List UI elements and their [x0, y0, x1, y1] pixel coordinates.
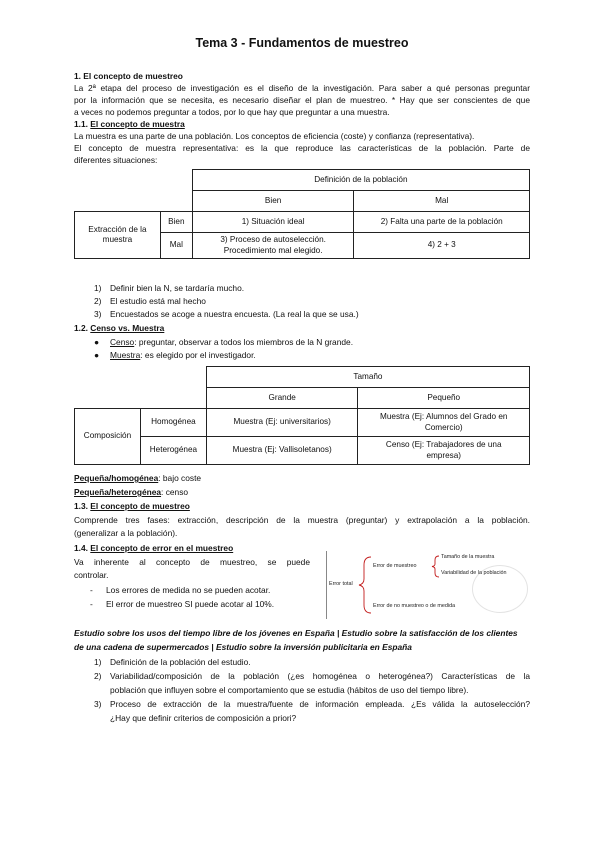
table-1-col-bien: Bien	[192, 191, 354, 212]
list-2-item-2-line-2: población que influyen sobre el comportamiento que se estudia (hábitos de uso del tiempo libre).	[110, 685, 469, 695]
table-2-row-label: Composición	[75, 409, 141, 465]
table-1-col-mal: Mal	[354, 191, 530, 212]
error-bullet-2	[90, 599, 275, 611]
censo-definition: : preguntar, observar a todos los miembros de la N grande.	[134, 337, 354, 347]
note-pequena-heterogenea	[74, 487, 188, 499]
note-1-term: Pequeña/homogénea	[74, 473, 159, 483]
section-1-heading: 1. El concepto de muestreo	[74, 71, 183, 81]
section-1-4-title: El concepto de error en el muestreo	[90, 543, 234, 553]
section-1-paragraph-line-2: por la información que se necesita, es necesario diseñar el plan de muestreo. * Hay que ser conscientes de que	[74, 95, 530, 105]
table-1-row-label-line-1: Extracción de la	[88, 224, 147, 234]
note-1-text: : bajo coste	[158, 473, 202, 483]
bullet-dot-icon: ●	[94, 350, 100, 360]
section-1-2-number: 1.2.	[74, 323, 91, 333]
list-1-item-3-text: Encuestados se acoge a nuestra encuesta. (La real la que se usa.)	[110, 309, 359, 319]
bullet-censo	[94, 337, 354, 349]
list-1-item-2-text: El estudio está mal hecho	[110, 296, 206, 306]
table-2-row-homogenea: Homogénea	[140, 409, 206, 437]
section-1-1-line-3: diferentes situaciones:	[74, 155, 158, 165]
table-1-header: Definición de la población	[192, 170, 529, 191]
table-2-cell-homogenea-grande: Muestra (Ej: universitarios)	[206, 409, 358, 437]
studies-line-2: de una cadena de supermercados | Estudio sobre la inversión publicitaria en España	[74, 642, 412, 652]
list-2-item-3	[94, 699, 530, 711]
table-1-cell-mal-bien	[192, 233, 354, 259]
section-1-4-number: 1.4.	[74, 543, 91, 553]
list-1-item-2-number: 2)	[94, 296, 102, 306]
section-1-1-line-2: El concepto de muestra representativa: es la que reproduce las características de la población. Parte de	[74, 143, 530, 153]
censo-term: Censo	[110, 337, 135, 347]
note-2-term: Pequeña/heterogénea	[74, 487, 162, 497]
section-1-3-heading	[74, 501, 190, 513]
list-1-item-3	[94, 309, 359, 321]
diagram-variabilidad-poblacion: Variabilidad de la población	[441, 570, 507, 576]
note-pequena-homogenea	[74, 473, 201, 485]
error-bullet-1	[90, 585, 271, 597]
list-2-item-1	[94, 657, 251, 669]
table-1-cell-bien-bien: 1) Situación ideal	[192, 212, 354, 233]
table-1-row-label	[75, 212, 161, 259]
table-1-cell-mal-mal: 4) 2 + 3	[354, 233, 530, 259]
list-2-item-1-number: 1)	[94, 657, 102, 667]
section-1-1-line-1: La muestra es una parte de una población. Los conceptos de eficiencia (coste) y confianza (representativa).	[74, 131, 475, 141]
table-1-row-label-line-2: muestra	[102, 235, 133, 244]
table-2-cell-heterogenea-grande: Muestra (Ej: Vallisoletanos)	[206, 437, 358, 465]
table-2-col-grande: Grande	[206, 388, 358, 409]
section-1-4-line-2: controlar.	[74, 570, 109, 580]
table-1-row-bien: Bien	[160, 212, 192, 233]
section-1-2-title: Censo vs. Muestra	[90, 323, 165, 333]
list-1-item-1-text: Definir bien la N, se tardaría mucho.	[110, 283, 245, 293]
table-2-row-heterogenea: Heterogénea	[140, 437, 206, 465]
table-1-cell-bien-mal: 2) Falta una parte de la población	[354, 212, 530, 233]
section-1-4-line-1: Va inherente al concepto de muestreo, se puede	[74, 557, 310, 567]
bullet-dot-icon: ●	[94, 337, 100, 347]
section-1-4-heading	[74, 543, 233, 555]
section-1-paragraph-line-1: La 2ª etapa del proceso de investigación es el diseño de la investigación. Para saber a qué personas preguntar	[74, 83, 530, 93]
section-1-1-number: 1.1.	[74, 119, 91, 129]
list-1-item-1	[94, 283, 245, 295]
list-2-item-3-number: 3)	[94, 699, 102, 709]
diagram-error-muestreo: Error de muestreo	[373, 563, 417, 569]
table-2-cell-heterogenea-pequeno-line-2: empresa)	[426, 450, 462, 460]
table-1-row-mal: Mal	[160, 233, 192, 259]
list-1-item-1-number: 1)	[94, 283, 102, 293]
dash-icon: -	[90, 599, 93, 609]
diagram-tamano-muestra: Tamaño de la muestra	[441, 554, 495, 560]
table-2-cell-heterogenea-pequeno	[358, 437, 530, 465]
diagram-error-total: Error total	[329, 581, 353, 587]
section-1-3-number: 1.3.	[74, 501, 91, 511]
composition-table	[74, 366, 530, 465]
error-diagram	[326, 551, 532, 619]
section-1-1-title: El concepto de muestra	[90, 119, 185, 129]
note-2-text: : censo	[161, 487, 189, 497]
table-2-cell-homogenea-pequeno	[358, 409, 530, 437]
diagram-error-medida: Error de no muestreo o de medida	[373, 603, 456, 609]
table-2-header: Tamaño	[206, 367, 529, 388]
section-1-3-line-1: Comprende tres fases: extracción, descripción de la muestra (preguntar) y extrapolación a la población.	[74, 515, 530, 525]
list-2-item-3-line-2: ¿Hay que definir criterios de composición a priori?	[110, 713, 297, 723]
list-2-item-1-text: Definición de la población del estudio.	[110, 657, 251, 667]
table-2-cell-homogenea-pequeno-line-1: Muestra (Ej: Alumnos del Grado en	[380, 412, 508, 421]
section-1-paragraph-line-3: a veces no podemos preguntar a todos, por lo que hay que preguntar a una muestra.	[74, 107, 390, 117]
table-2-cell-heterogenea-pequeno-line-1: Censo (Ej: Trabajadores de una	[385, 440, 502, 449]
bullet-muestra	[94, 350, 256, 362]
error-bullet-1-text: Los errores de medida no se pueden acotar.	[106, 585, 271, 595]
list-2-item-2-number: 2)	[94, 671, 102, 681]
dash-icon: -	[90, 585, 93, 595]
section-1-3-title: El concepto de muestreo	[90, 501, 190, 511]
table-2-col-pequeno: Pequeño	[358, 388, 530, 409]
muestra-definition: : es elegido por el investigador.	[140, 350, 256, 360]
section-1-3-line-2: (generalizar a la población).	[74, 528, 178, 538]
page-title: Tema 3 - Fundamentos de muestreo	[195, 36, 409, 50]
table-1-cell-mal-bien-line-1: 3) Proceso de autoselección.	[220, 235, 326, 244]
table-1-cell-mal-bien-line-2: Procedimiento mal elegido.	[223, 245, 323, 255]
list-2-item-2	[94, 671, 530, 683]
list-1-item-2	[94, 296, 206, 308]
table-2-cell-homogenea-pequeno-line-2: Comercio)	[424, 422, 463, 432]
muestra-term: Muestra	[110, 350, 141, 360]
error-bullet-2-text: El error de muestreo SI puede acotar al 10%.	[106, 599, 275, 609]
population-table	[74, 169, 530, 259]
list-1-item-3-number: 3)	[94, 309, 102, 319]
list-2-item-3-line-1: Proceso de extracción de la muestra/fuente de información empleada. ¿Es válida la autoselección?	[110, 699, 530, 709]
section-1-1-heading	[74, 119, 185, 131]
studies-line-1: Estudio sobre los usos del tiempo libre de los jóvenes en España | Estudio sobre la satisfacción de los clientes	[74, 628, 518, 638]
list-2-item-2-line-1: Variabilidad/composición de la población (¿es homogénea o heterogénea?) Características de la	[110, 671, 530, 681]
section-1-2-heading	[74, 323, 164, 335]
